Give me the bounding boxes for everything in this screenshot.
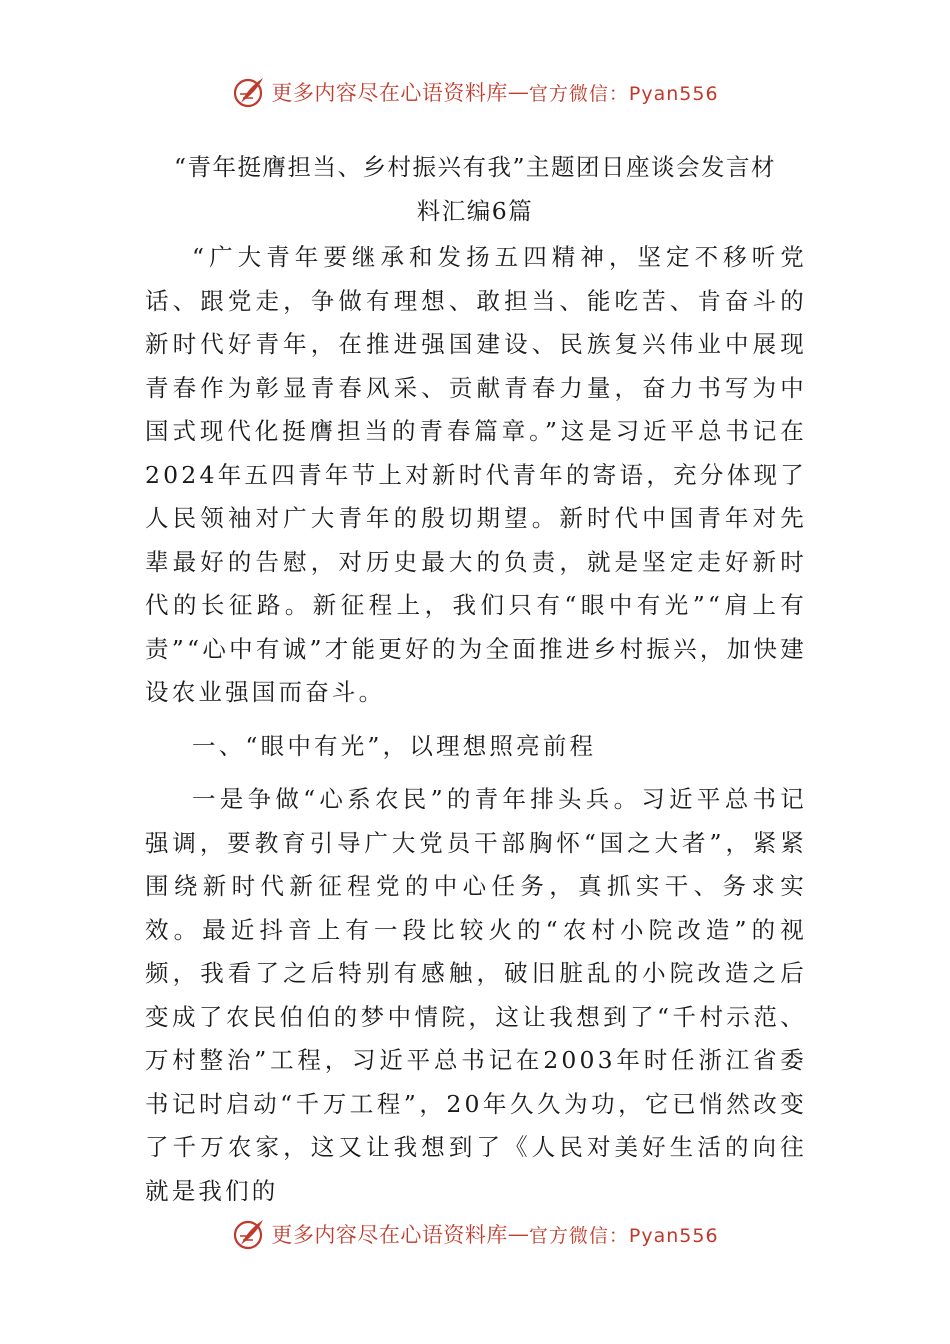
footer-banner xyxy=(0,1214,950,1254)
quill-logo-icon xyxy=(231,1216,267,1252)
banner-brand-text: 更多内容尽在心语资料库 xyxy=(271,81,508,105)
banner-brand-text: 更多内容尽在心语资料库 xyxy=(271,1223,508,1247)
section-heading-1: 一、“眼中有光”，以理想照亮前程 xyxy=(192,731,597,760)
quill-logo-icon xyxy=(231,74,267,110)
paragraph-intro: “广大青年要继承和发扬五四精神，坚定不移听党话、跟党走，争做有理想、敢担当、能吃苦、肯奋斗的新时代好青年，在推进强国建设、民族复兴伟业中展现青春作为彰显青春风采、贡献青春力量，奋力书写为中国式现代化挺膺担当的青春篇章。”这是习近平总书记在2024年五四青年节上对新时代青年的寄语，充分体现了人民领袖对广大青年的殷切期望。新时代中国青年对先辈最好的告慰，对历史最大的负责，就是坚定走好新时代的长征路。新征程上，我们只有“眼中有光”“肩上有责”“心中有诚”才能更好的为全面推进乡村振兴，加快建设农业强国而奋斗。 xyxy=(145,243,807,706)
document-title xyxy=(145,145,805,233)
title-line-1: “青年挺膺担当、乡村振兴有我”主题团日座谈会发言材 xyxy=(173,153,777,181)
header-banner xyxy=(0,72,950,112)
paragraph-section-1: 一是争做“心系农民”的青年排头兵。习近平总书记强调，要教育引导广大党员干部胸怀“国之大者”，紧紧围绕新时代新征程党的中心任务，真抓实干、务求实效。最近抖音上有一段比较火的“农村小院改造”的视频，我看了之后特别有感触，破旧脏乱的小院改造之后变成了农民伯伯的梦中情院，这让我想到了“千村示范、万村整治”工程，习近平总书记在2003年时任浙江省委书记时启动“千万工程”，20年久久为功，它已悄然改变了千万农家，这又让我想到了《人民对美好生活的向往就是我们的 xyxy=(145,785,807,1205)
title-line-2: 料汇编6篇 xyxy=(416,197,534,225)
banner-contact-text: 官方微信：Pyan556 xyxy=(528,82,719,105)
banner-contact-text: 官方微信：Pyan556 xyxy=(528,1224,719,1247)
document-body xyxy=(145,236,807,1213)
banner-separator: — xyxy=(507,80,529,104)
banner-separator: — xyxy=(507,1222,529,1246)
